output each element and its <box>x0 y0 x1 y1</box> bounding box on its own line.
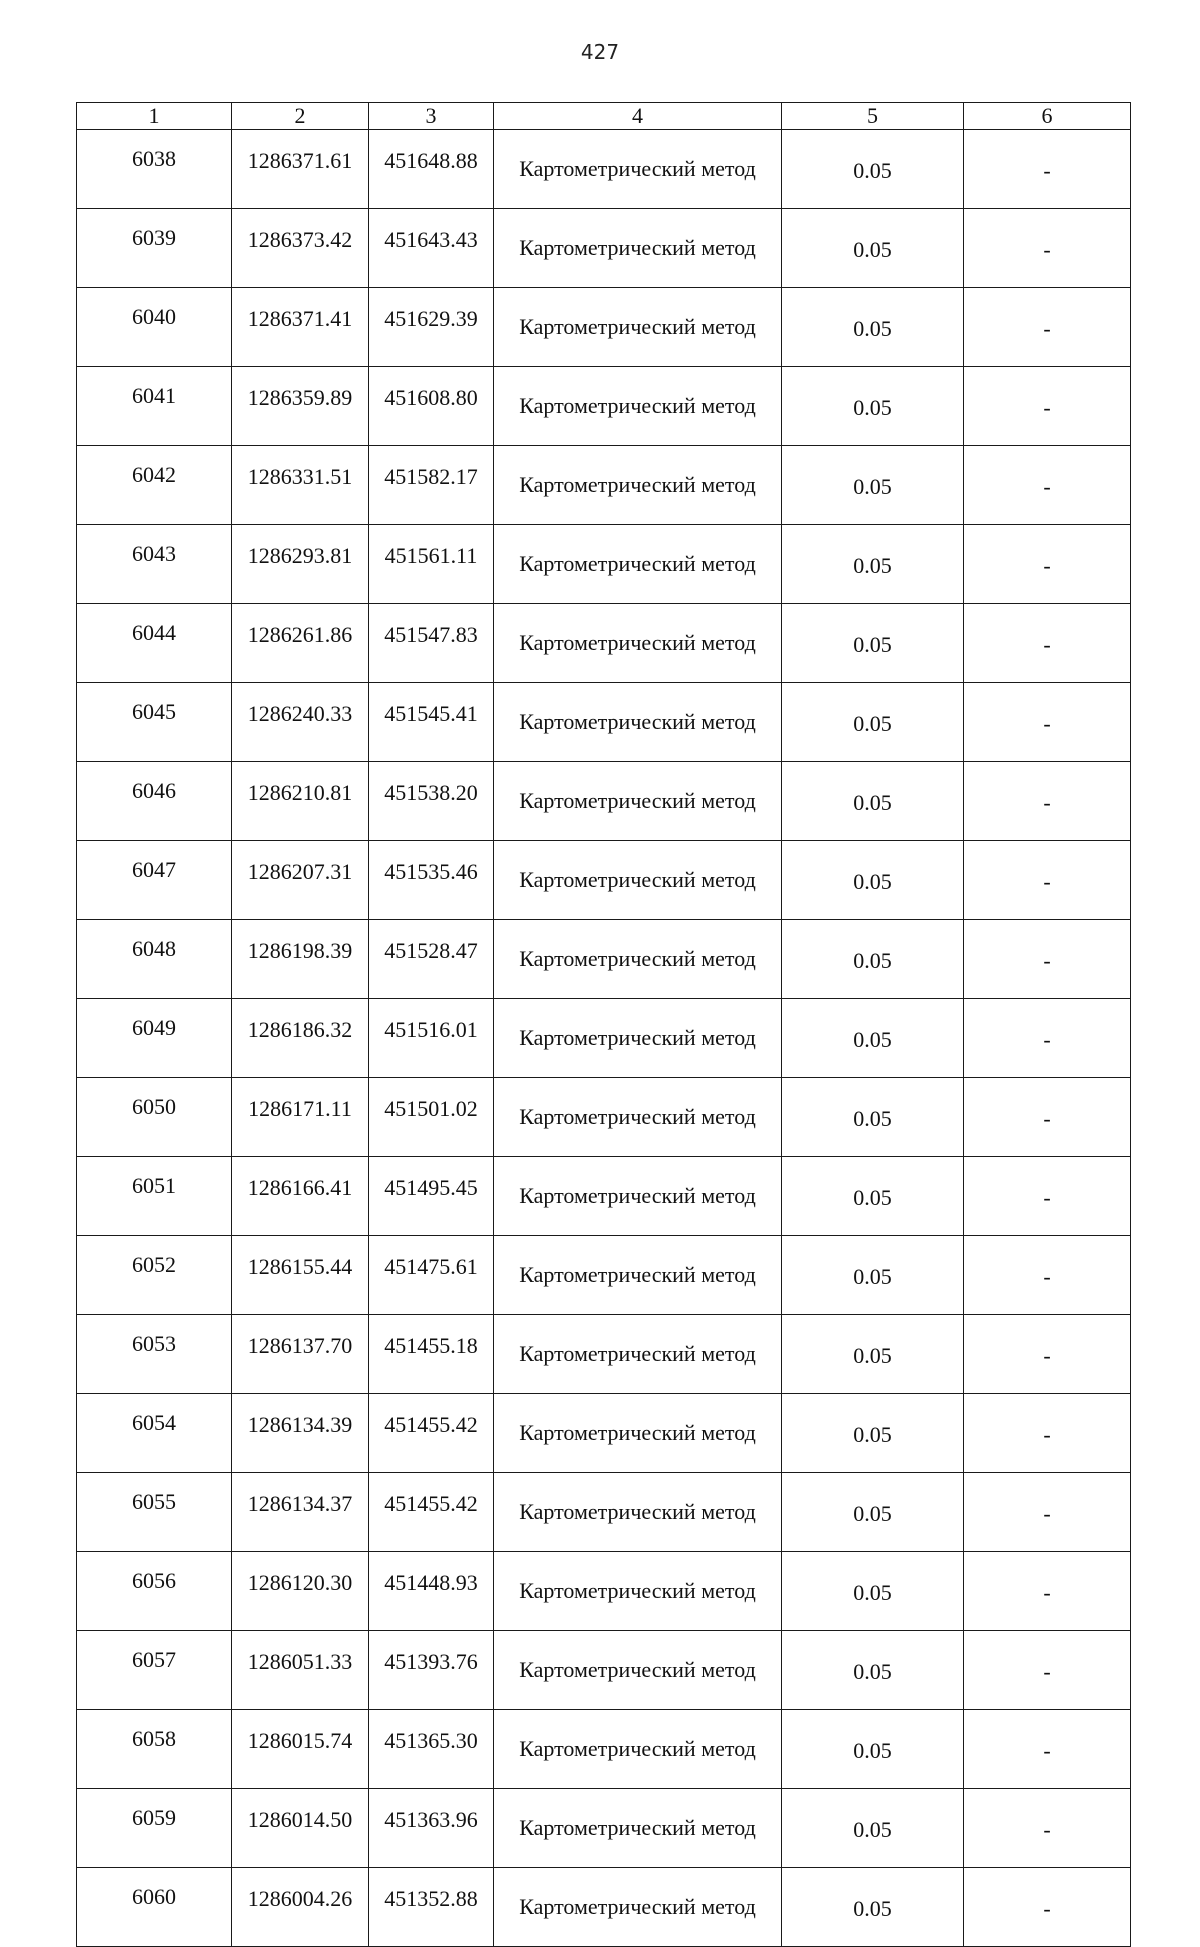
accuracy-cell: 0.05 <box>782 1236 964 1315</box>
method-cell: Картометрический метод <box>494 841 782 920</box>
x-coordinate-cell: 1286186.32 <box>232 999 369 1078</box>
note-cell: - <box>964 446 1131 525</box>
x-coordinate-cell: 1286359.89 <box>232 367 369 446</box>
x-coordinate-cell: 1286261.86 <box>232 604 369 683</box>
method-cell: Картометрический метод <box>494 446 782 525</box>
method-cell: Картометрический метод <box>494 209 782 288</box>
point-number-cell: 6060 <box>77 1868 232 1947</box>
accuracy-cell: 0.05 <box>782 1078 964 1157</box>
table-row <box>77 209 1131 288</box>
y-coordinate-cell: 451352.88 <box>369 1868 494 1947</box>
y-coordinate-cell: 451475.61 <box>369 1236 494 1315</box>
method-cell: Картометрический метод <box>494 920 782 999</box>
y-coordinate-cell: 451547.83 <box>369 604 494 683</box>
y-coordinate-cell: 451561.11 <box>369 525 494 604</box>
column-header: 1 <box>77 103 232 130</box>
method-cell: Картометрический метод <box>494 1631 782 1710</box>
table-row <box>77 367 1131 446</box>
column-header: 2 <box>232 103 369 130</box>
x-coordinate-cell: 1286166.41 <box>232 1157 369 1236</box>
table-row <box>77 1631 1131 1710</box>
accuracy-cell: 0.05 <box>782 1868 964 1947</box>
method-cell: Картометрический метод <box>494 1868 782 1947</box>
table-row <box>77 288 1131 367</box>
table-row <box>77 1078 1131 1157</box>
method-cell: Картометрический метод <box>494 288 782 367</box>
method-cell: Картометрический метод <box>494 683 782 762</box>
y-coordinate-cell: 451643.43 <box>369 209 494 288</box>
note-cell: - <box>964 1157 1131 1236</box>
method-cell: Картометрический метод <box>494 762 782 841</box>
column-header: 5 <box>782 103 964 130</box>
table-row <box>77 1710 1131 1789</box>
point-number-cell: 6038 <box>77 130 232 209</box>
accuracy-cell: 0.05 <box>782 1789 964 1868</box>
point-number-cell: 6056 <box>77 1552 232 1631</box>
x-coordinate-cell: 1286207.31 <box>232 841 369 920</box>
x-coordinate-cell: 1286210.81 <box>232 762 369 841</box>
note-cell: - <box>964 209 1131 288</box>
accuracy-cell: 0.05 <box>782 446 964 525</box>
y-coordinate-cell: 451538.20 <box>369 762 494 841</box>
method-cell: Картометрический метод <box>494 999 782 1078</box>
x-coordinate-cell: 1286331.51 <box>232 446 369 525</box>
note-cell: - <box>964 920 1131 999</box>
x-coordinate-cell: 1286014.50 <box>232 1789 369 1868</box>
point-number-cell: 6045 <box>77 683 232 762</box>
point-number-cell: 6047 <box>77 841 232 920</box>
note-cell: - <box>964 1789 1131 1868</box>
point-number-cell: 6042 <box>77 446 232 525</box>
y-coordinate-cell: 451535.46 <box>369 841 494 920</box>
point-number-cell: 6040 <box>77 288 232 367</box>
note-cell: - <box>964 1631 1131 1710</box>
method-cell: Картометрический метод <box>494 525 782 604</box>
point-number-cell: 6041 <box>77 367 232 446</box>
note-cell: - <box>964 288 1131 367</box>
x-coordinate-cell: 1286371.61 <box>232 130 369 209</box>
table-row <box>77 1868 1131 1947</box>
table-body <box>77 130 1131 1947</box>
point-number-cell: 6049 <box>77 999 232 1078</box>
y-coordinate-cell: 451393.76 <box>369 1631 494 1710</box>
method-cell: Картометрический метод <box>494 130 782 209</box>
y-coordinate-cell: 451582.17 <box>369 446 494 525</box>
table-row <box>77 1157 1131 1236</box>
x-coordinate-cell: 1286373.42 <box>232 209 369 288</box>
point-number-cell: 6053 <box>77 1315 232 1394</box>
note-cell: - <box>964 1236 1131 1315</box>
x-coordinate-cell: 1286015.74 <box>232 1710 369 1789</box>
table-row <box>77 525 1131 604</box>
point-number-cell: 6050 <box>77 1078 232 1157</box>
point-number-cell: 6043 <box>77 525 232 604</box>
table-row <box>77 1789 1131 1868</box>
x-coordinate-cell: 1286004.26 <box>232 1868 369 1947</box>
accuracy-cell: 0.05 <box>782 130 964 209</box>
accuracy-cell: 0.05 <box>782 1394 964 1473</box>
y-coordinate-cell: 451495.45 <box>369 1157 494 1236</box>
method-cell: Картометрический метод <box>494 1078 782 1157</box>
note-cell: - <box>964 683 1131 762</box>
point-number-cell: 6048 <box>77 920 232 999</box>
note-cell: - <box>964 1315 1131 1394</box>
y-coordinate-cell: 451648.88 <box>369 130 494 209</box>
note-cell: - <box>964 1868 1131 1947</box>
table-row <box>77 683 1131 762</box>
note-cell: - <box>964 525 1131 604</box>
accuracy-cell: 0.05 <box>782 762 964 841</box>
accuracy-cell: 0.05 <box>782 1552 964 1631</box>
header-row <box>77 103 1131 130</box>
table-row <box>77 1552 1131 1631</box>
y-coordinate-cell: 451528.47 <box>369 920 494 999</box>
method-cell: Картометрический метод <box>494 1236 782 1315</box>
point-number-cell: 6039 <box>77 209 232 288</box>
y-coordinate-cell: 451516.01 <box>369 999 494 1078</box>
y-coordinate-cell: 451455.18 <box>369 1315 494 1394</box>
column-header: 6 <box>964 103 1131 130</box>
page-number: 427 <box>580 40 620 64</box>
accuracy-cell: 0.05 <box>782 683 964 762</box>
table-row <box>77 130 1131 209</box>
coordinates-table <box>76 102 1131 1947</box>
accuracy-cell: 0.05 <box>782 1315 964 1394</box>
note-cell: - <box>964 1078 1131 1157</box>
point-number-cell: 6057 <box>77 1631 232 1710</box>
x-coordinate-cell: 1286240.33 <box>232 683 369 762</box>
point-number-cell: 6055 <box>77 1473 232 1552</box>
y-coordinate-cell: 451501.02 <box>369 1078 494 1157</box>
table-row <box>77 920 1131 999</box>
table-row <box>77 762 1131 841</box>
accuracy-cell: 0.05 <box>782 367 964 446</box>
note-cell: - <box>964 367 1131 446</box>
note-cell: - <box>964 841 1131 920</box>
x-coordinate-cell: 1286051.33 <box>232 1631 369 1710</box>
method-cell: Картометрический метод <box>494 367 782 446</box>
point-number-cell: 6046 <box>77 762 232 841</box>
method-cell: Картометрический метод <box>494 1394 782 1473</box>
table-row <box>77 1236 1131 1315</box>
y-coordinate-cell: 451363.96 <box>369 1789 494 1868</box>
table-row <box>77 841 1131 920</box>
table-row <box>77 446 1131 525</box>
accuracy-cell: 0.05 <box>782 288 964 367</box>
point-number-cell: 6058 <box>77 1710 232 1789</box>
accuracy-cell: 0.05 <box>782 1473 964 1552</box>
y-coordinate-cell: 451629.39 <box>369 288 494 367</box>
method-cell: Картометрический метод <box>494 1710 782 1789</box>
accuracy-cell: 0.05 <box>782 525 964 604</box>
note-cell: - <box>964 762 1131 841</box>
note-cell: - <box>964 999 1131 1078</box>
point-number-cell: 6059 <box>77 1789 232 1868</box>
x-coordinate-cell: 1286137.70 <box>232 1315 369 1394</box>
method-cell: Картометрический метод <box>494 1157 782 1236</box>
note-cell: - <box>964 130 1131 209</box>
x-coordinate-cell: 1286198.39 <box>232 920 369 999</box>
method-cell: Картометрический метод <box>494 1473 782 1552</box>
accuracy-cell: 0.05 <box>782 999 964 1078</box>
note-cell: - <box>964 1394 1131 1473</box>
point-number-cell: 6054 <box>77 1394 232 1473</box>
note-cell: - <box>964 1473 1131 1552</box>
x-coordinate-cell: 1286293.81 <box>232 525 369 604</box>
y-coordinate-cell: 451448.93 <box>369 1552 494 1631</box>
column-header: 4 <box>494 103 782 130</box>
table-row <box>77 1315 1131 1394</box>
method-cell: Картометрический метод <box>494 1789 782 1868</box>
table-row <box>77 1394 1131 1473</box>
accuracy-cell: 0.05 <box>782 604 964 683</box>
method-cell: Картометрический метод <box>494 1315 782 1394</box>
column-header: 3 <box>369 103 494 130</box>
x-coordinate-cell: 1286134.37 <box>232 1473 369 1552</box>
x-coordinate-cell: 1286155.44 <box>232 1236 369 1315</box>
table-row <box>77 1473 1131 1552</box>
accuracy-cell: 0.05 <box>782 1631 964 1710</box>
point-number-cell: 6044 <box>77 604 232 683</box>
y-coordinate-cell: 451455.42 <box>369 1473 494 1552</box>
y-coordinate-cell: 451455.42 <box>369 1394 494 1473</box>
x-coordinate-cell: 1286120.30 <box>232 1552 369 1631</box>
method-cell: Картометрический метод <box>494 1552 782 1631</box>
point-number-cell: 6051 <box>77 1157 232 1236</box>
accuracy-cell: 0.05 <box>782 920 964 999</box>
y-coordinate-cell: 451545.41 <box>369 683 494 762</box>
y-coordinate-cell: 451365.30 <box>369 1710 494 1789</box>
accuracy-cell: 0.05 <box>782 841 964 920</box>
x-coordinate-cell: 1286134.39 <box>232 1394 369 1473</box>
note-cell: - <box>964 1552 1131 1631</box>
x-coordinate-cell: 1286371.41 <box>232 288 369 367</box>
accuracy-cell: 0.05 <box>782 1157 964 1236</box>
table-row <box>77 999 1131 1078</box>
y-coordinate-cell: 451608.80 <box>369 367 494 446</box>
note-cell: - <box>964 1710 1131 1789</box>
accuracy-cell: 0.05 <box>782 1710 964 1789</box>
note-cell: - <box>964 604 1131 683</box>
accuracy-cell: 0.05 <box>782 209 964 288</box>
x-coordinate-cell: 1286171.11 <box>232 1078 369 1157</box>
method-cell: Картометрический метод <box>494 604 782 683</box>
table-header <box>77 103 1131 130</box>
point-number-cell: 6052 <box>77 1236 232 1315</box>
table-row <box>77 604 1131 683</box>
